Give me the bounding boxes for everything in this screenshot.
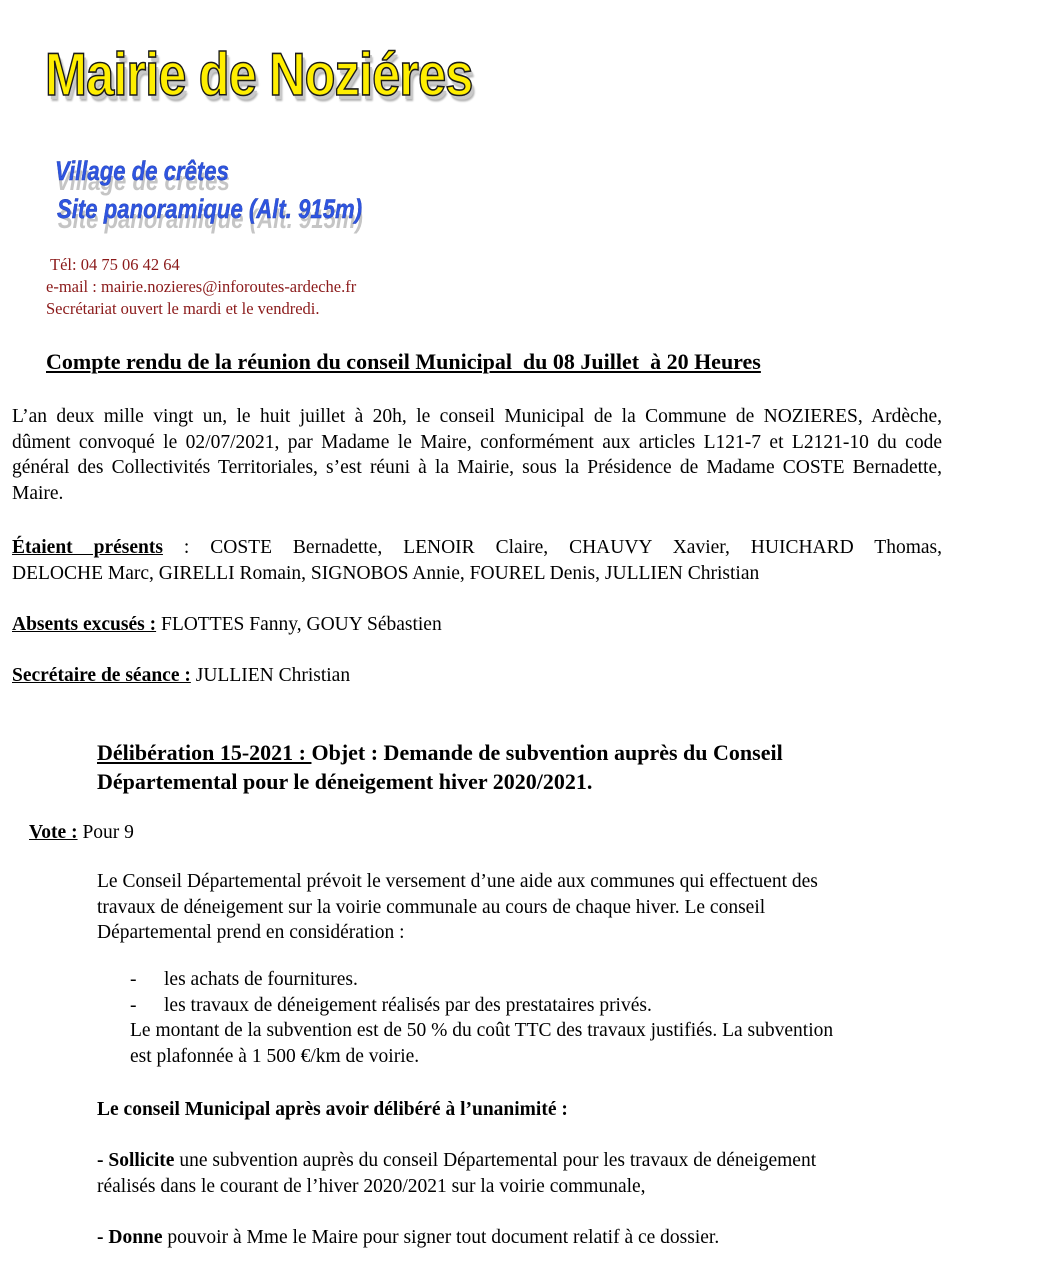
give-text: pouvoir à Mme le Maire pour signer tout document relatif à ce dossier. [162,1227,720,1248]
secretary-name: JULLIEN Christian [190,665,351,686]
office-hours: Secrétariat ouvert le mardi et le vendredi. [46,299,320,318]
intro-line: général des Collectivités Territoriales, s’est réuni à la Mairie, sous la Présidence de Madame COSTE Bernadette, [12,457,942,478]
vote-result [29,820,134,846]
absent-names: FLOTTES Fanny, GOUY Sébastien [156,614,442,635]
present-names-1: : COSTE Bernadette, LENOIR Claire, CHAUVY Xavier, HUICHARD Thomas, [162,537,942,558]
present-names-2: DELOCHE Marc, GIRELLI Romain, SIGNOBOS Annie, FOUREL Denis, JULLIEN Christian [12,562,760,584]
solicit-text-1: une subvention auprès du conseil Départemental pour les travaux de déneigement [174,1150,817,1171]
solicit-text-2: réalisés dans le courant de l’hiver 2020/2021 sur la voirie communale, [97,1175,646,1197]
deliberation-object-2: Départemental pour le déneigement hiver 2020/2021. [97,769,593,794]
attendees-present [12,535,942,586]
decision-heading: Le conseil Municipal après avoir délibéré à l’unanimité : [97,1099,568,1120]
present-label: Étaient présents [12,537,163,558]
list-item-text: les achats de fournitures. [164,969,358,990]
body-line: Le Conseil Départemental prévoit le versement d’une aide aux communes qui effectuent des [97,871,818,892]
vote-label: Vote : [29,822,78,843]
decision-solicit [97,1148,816,1199]
mairie-logo: Mairie de Noziéres [45,41,473,108]
intro-line: Maire. [12,482,64,504]
present-line-1 [12,535,942,561]
absent-label: Absents excusés : [12,614,157,635]
intro-line: dûment convoqué le 02/07/2021, par Madame le Maire, conformément aux articles L121-7 et L2121-10 du code [12,431,942,453]
tagline-site: Site panoramique (Alt. 915m) [57,194,363,224]
dash-bullet: - [130,994,137,1016]
dash-bullet: - [130,969,137,990]
list-item [130,993,833,1019]
attendees-absent [12,612,442,638]
deliberation-object-1: Objet : Demande de subvention auprès du Conseil [311,740,783,765]
deliberation-body [97,869,818,946]
deliberation-number: Délibération 15-2021 : [97,740,312,765]
list-item-text: les travaux de déneigement réalisés par des prestataires privés. [164,994,652,1016]
amount-line: Le montant de la subvention est de 50 % du coût TTC des travaux justifiés. La subvention [130,1020,834,1041]
decision-give [97,1225,719,1251]
deliberation-heading [97,738,783,796]
considered-items [130,967,833,1069]
give-bold: - Donne [97,1227,163,1248]
body-line: Départemental prend en considération : [97,922,405,943]
document-title: Compte rendu de la réunion du conseil Municipal du 08 Juillet à 20 Heures [46,349,761,374]
session-secretary [12,663,350,689]
secretary-label: Secrétaire de séance : [12,665,191,686]
amount-line: est plafonnée à 1 500 €/km de voirie. [130,1045,420,1067]
contact-email: e-mail : mairie.nozieres@inforoutes-ardeche.fr [46,277,357,296]
body-line: travaux de déneigement sur la voirie communale au cours de chaque hiver. Le conseil [97,896,766,918]
vote-value: Pour 9 [77,822,134,843]
tagline-village: Village de crêtes [55,156,229,186]
intro-paragraph [12,404,942,506]
intro-line: L’an deux mille vingt un, le huit juillet à 20h, le conseil Municipal de la Commune de NOZIERES, Ardèche, [12,406,942,427]
contact-phone: Tél: 04 75 06 42 64 [50,255,180,274]
solicit-bold: - Sollicite [97,1150,175,1171]
list-item [130,967,833,993]
